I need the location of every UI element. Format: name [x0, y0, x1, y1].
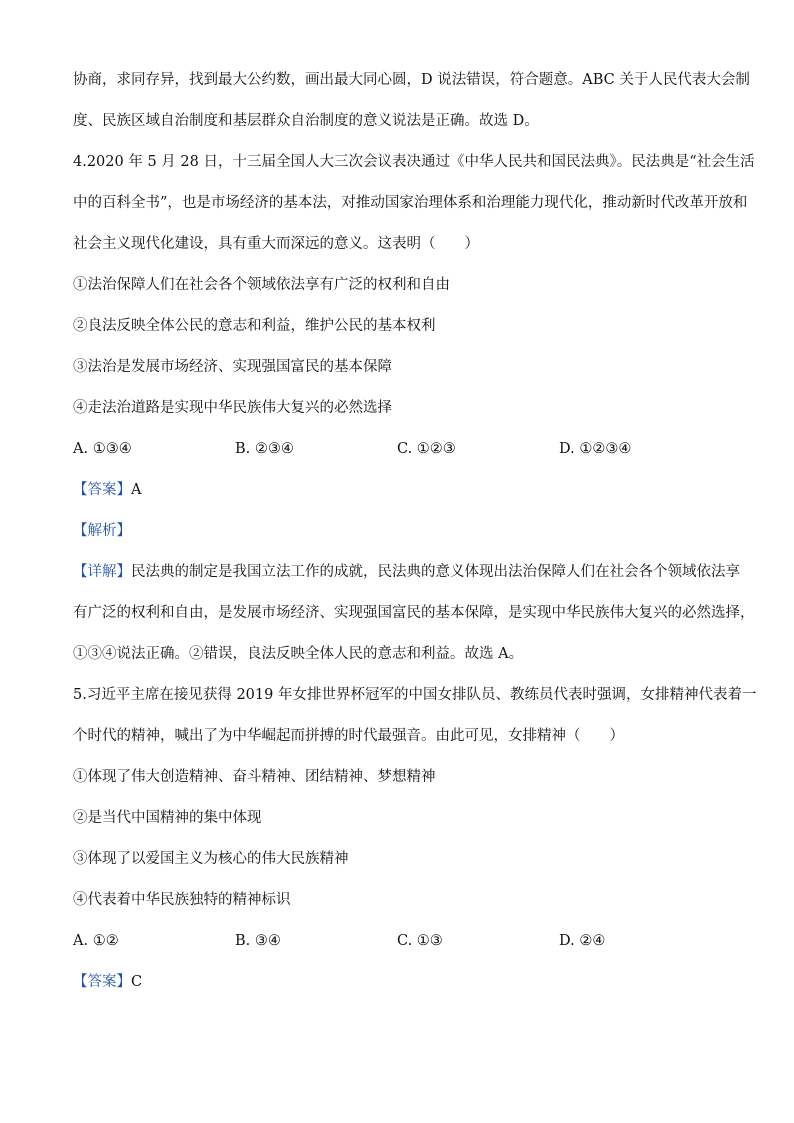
option-d: D. ②④: [559, 933, 606, 949]
text-line: 协商，求同存异，找到最大公约数，画出最大同心圆，D 说法错误，符合题意。ABC 关于人民代表大会制: [73, 72, 750, 88]
answer-value: A: [131, 482, 142, 498]
option-a: A. ①③④: [73, 441, 132, 457]
text-line: 5.习近平主席在接见获得 2019 年女排世界杯冠军的中国女排队员、教练员代表时强调，女排精神代表着一: [73, 687, 757, 703]
option-c: C. ①③: [397, 933, 443, 949]
text-line: 个时代的精神，喊出了为中华崛起而拼搏的时代最强音。由此可见，女排精神（ ）: [73, 728, 624, 744]
text-line: 4.2020 年 5 月 28 日，十三届全国人大三次会议表决通过《中华人民共和国民法典》。民法典是“社会生活: [73, 154, 755, 170]
text-line: [73, 562, 740, 582]
document-page: [73, 70, 757, 992]
question-4-statement-2: ②良法反映全体公民的意志和利益，维护公民的基本权利: [73, 318, 436, 334]
option-a: A. ①②: [73, 933, 119, 949]
question-4-analysis-heading: [73, 521, 725, 541]
question-4-statement-4: ④走法治道路是实现中华民族伟大复兴的必然选择: [73, 400, 392, 416]
prev-analysis: [73, 70, 750, 131]
question-5-stem: [73, 685, 757, 746]
option-b: B. ③④: [235, 933, 281, 949]
question-5-answer: [73, 972, 725, 992]
text-line: 中的百科全书”，也是市场经济的基本法，对推动国家治理体系和治理能力现代化，推动新时代改革开放和: [73, 195, 748, 211]
option-c: C. ①②③: [397, 441, 456, 457]
detail-tag: 【详解】: [73, 564, 131, 580]
text-line: 有广泛的权利和自由，是发展市场经济、实现强国富民的基本保障，是实现中华民族伟大复兴的必然选择，: [73, 605, 755, 621]
question-4-statement-3: ③法治是发展市场经济、实现强国富民的基本保障: [73, 359, 392, 375]
question-4-options: [73, 439, 725, 459]
option-b: B. ②③④: [235, 441, 294, 457]
question-5-options: [73, 931, 725, 951]
question-5-statement-1: ①体现了伟大创造精神、奋斗精神、团结精神、梦想精神: [73, 769, 436, 785]
question-4-statement-1: ①法治保障人们在社会各个领域依法享有广泛的权利和自由: [73, 277, 450, 293]
text-line: ①③④说法正确。②错误，良法反映全体人民的意志和利益。故选 A。: [73, 646, 524, 662]
answer-tag: 【答案】: [73, 974, 131, 990]
question-5-statement-4: ④代表着中华民族独特的精神标识: [73, 892, 291, 908]
answer-tag: 【答案】: [73, 482, 131, 498]
question-4-stem: [73, 152, 755, 254]
answer-value: C: [131, 974, 143, 990]
question-4-detail: [73, 562, 755, 664]
text-line: 社会主义现代化建设，具有重大而深远的意义。这表明（ ）: [73, 236, 479, 252]
option-d: D. ①②③④: [559, 441, 632, 457]
analysis-tag: 【解析】: [73, 523, 131, 539]
detail-text: 民法典的制定是我国立法工作的成就，民法典的意义体现出法治保障人们在社会各个领域依法享: [131, 564, 740, 580]
question-5-statement-3: ③体现了以爱国主义为核心的伟大民族精神: [73, 851, 349, 867]
question-5-statement-2: ②是当代中国精神的集中体现: [73, 810, 262, 826]
text-line: 度、民族区域自治制度和基层群众自治制度的意义说法是正确。故选 D。: [73, 113, 539, 129]
question-4-answer: [73, 480, 725, 500]
